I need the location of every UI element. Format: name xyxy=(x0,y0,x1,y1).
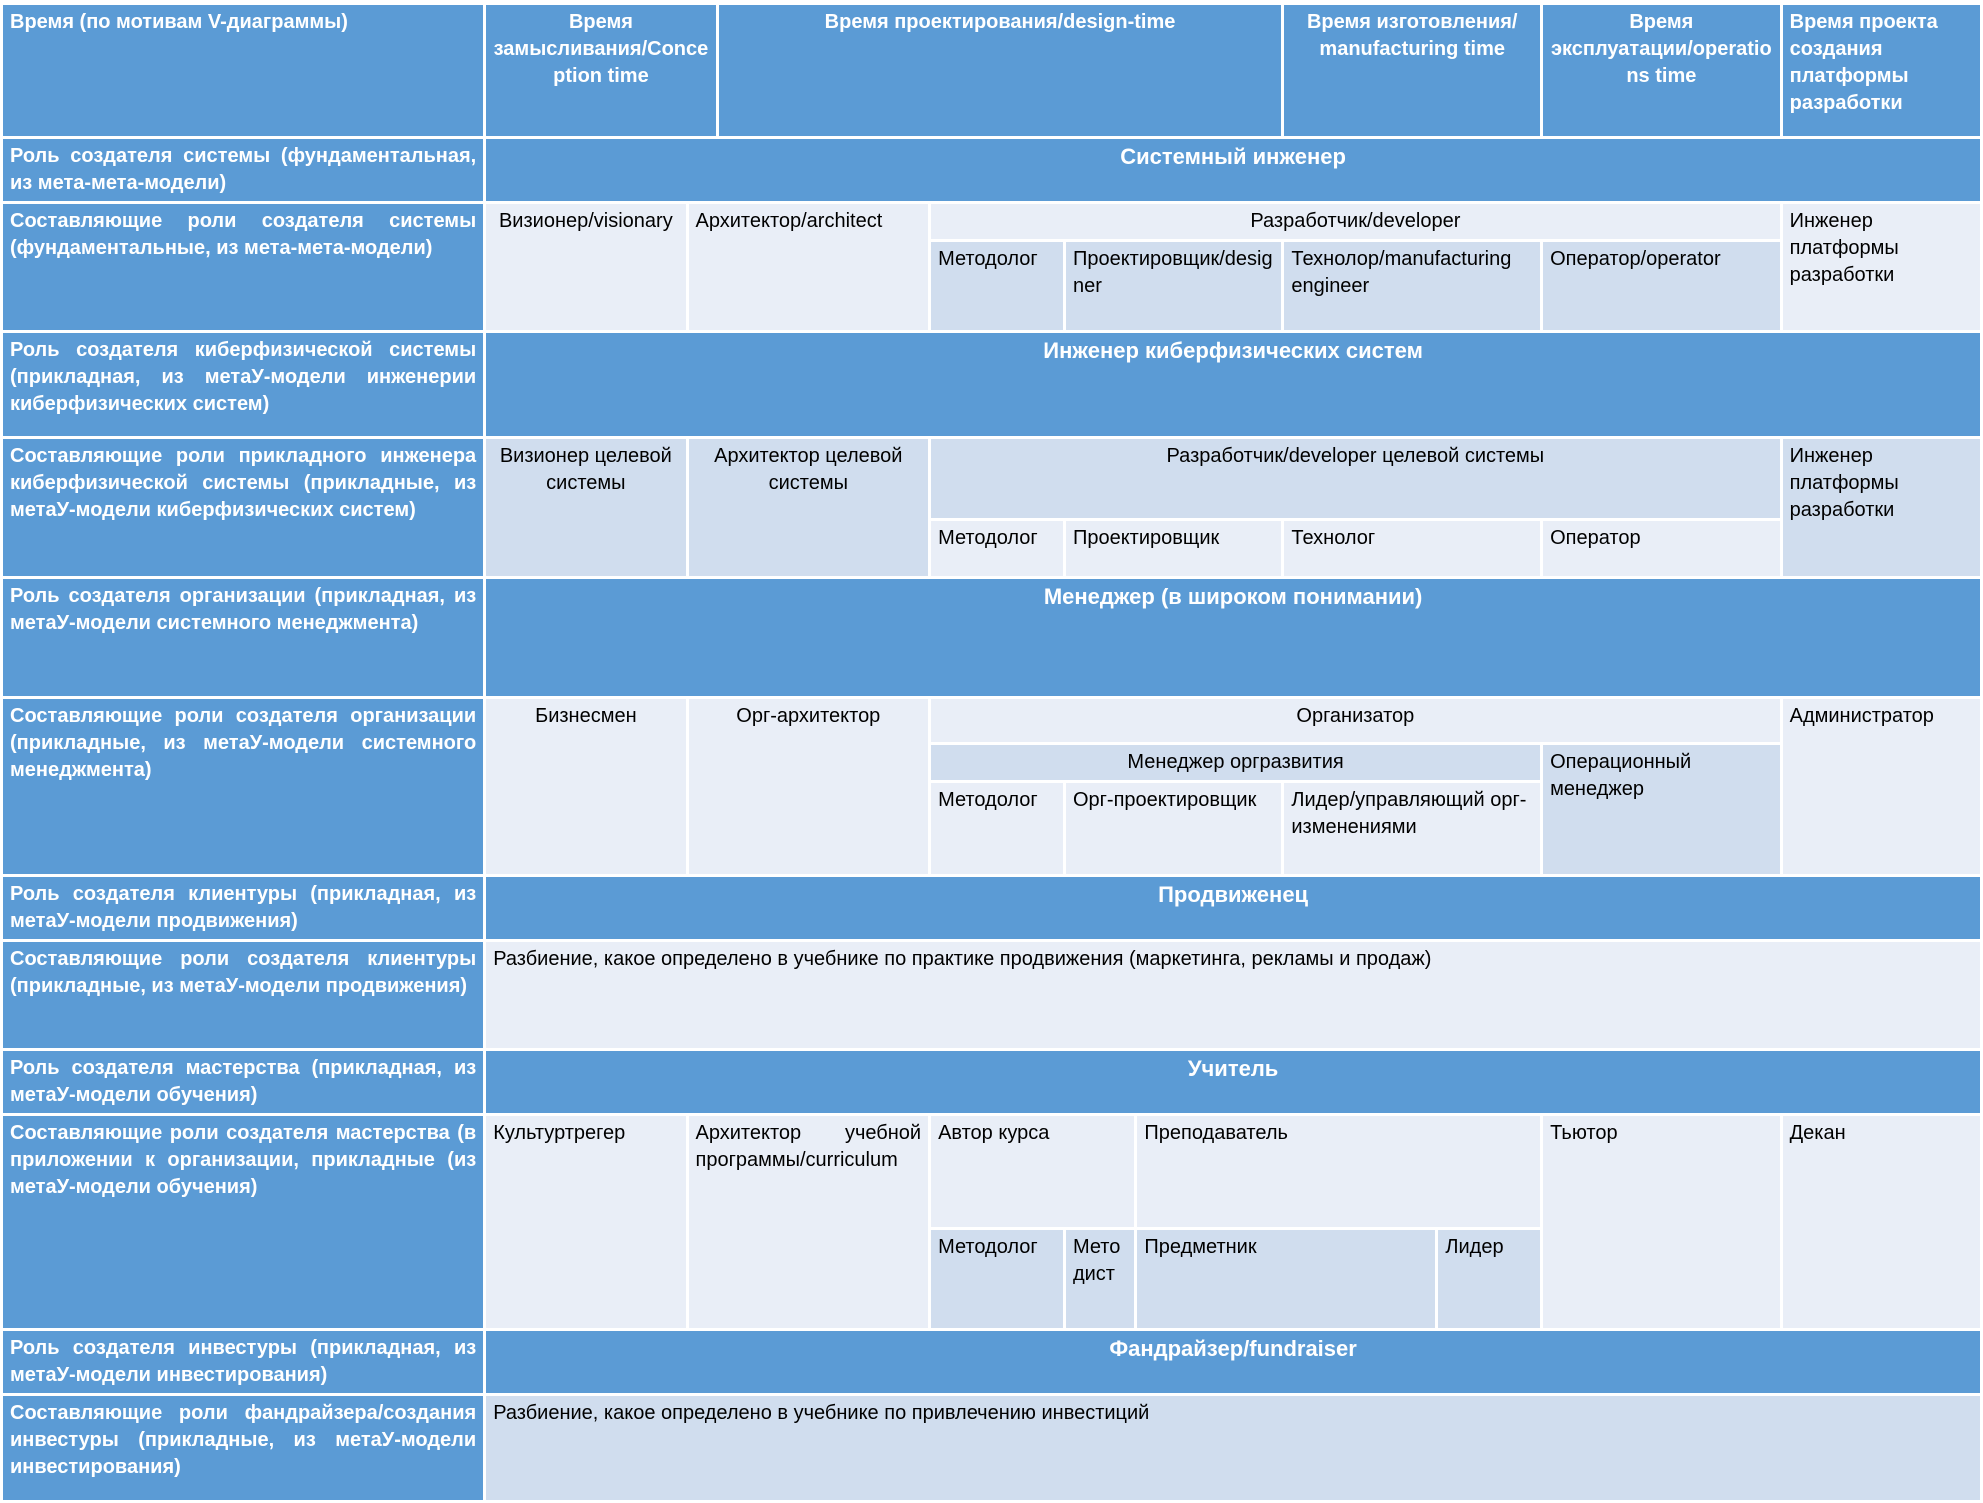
cps-components-row xyxy=(3,439,1980,518)
org-administrator: Администратор xyxy=(1783,699,1980,874)
org-architect: Орг-архитектор xyxy=(689,699,929,874)
header-time-v: Время (по мотивам V-диаграммы) xyxy=(3,5,483,136)
mastery-components-label: Составляющие роли создателя мастерства (в приложении к организации, прикладные (из метаУ-модели обучения) xyxy=(3,1116,483,1328)
org-components-label: Составляющие роли создателя организации (прикладные, из метаУ-модели системного менеджмента) xyxy=(3,699,483,874)
mastery-teacher: Преподаватель xyxy=(1137,1116,1540,1227)
system-role-label: Роль создателя системы (фундаментальная, из мета-мета-модели) xyxy=(3,139,483,201)
org-ops-manager: Операционный менеджер xyxy=(1543,745,1780,874)
mastery-curriculum-architect: Архитектор учебной программы/curriculum xyxy=(689,1116,929,1328)
promo-breakdown: Разбиение, какое определено в учебнике по практике продвижения (маркетинга, рекламы и продаж) xyxy=(486,942,1980,1048)
header-conception-time: Время замысливания/Conception time xyxy=(486,5,716,136)
system-methodologist: Методолог xyxy=(931,242,1063,330)
cps-visionary: Визионер целевой системы xyxy=(486,439,685,576)
mastery-culture: Культуртрегер xyxy=(486,1116,685,1328)
promo-components-row xyxy=(3,942,1980,1048)
org-dev-manager: Менеджер оргразвития xyxy=(931,745,1540,780)
mastery-leader: Лидер xyxy=(1438,1230,1540,1328)
roles-table xyxy=(0,2,1983,1503)
org-role-row xyxy=(3,579,1980,696)
mastery-role-name: Учитель xyxy=(486,1051,1980,1113)
system-role-name: Системный инженер xyxy=(486,139,1980,201)
org-role-label: Роль создателя организации (прикладная, из метаУ-модели системного менеджмента) xyxy=(3,579,483,696)
cps-technologist: Технолог xyxy=(1284,521,1540,576)
promo-role-row xyxy=(3,877,1980,939)
invest-role-label: Роль создателя инвестуры (прикладная, из метаУ-модели инвестирования) xyxy=(3,1331,483,1393)
cps-role-row xyxy=(3,333,1980,436)
header-operations-time: Время эксплуатации/operations time xyxy=(1543,5,1780,136)
cps-methodologist: Методолог xyxy=(931,521,1063,576)
cps-role-label: Роль создателя киберфизической системы (прикладная, из метаУ-модели инженерии киберфизических систем) xyxy=(3,333,483,436)
org-methodologist: Методолог xyxy=(931,783,1063,874)
mastery-methodologist: Методолог xyxy=(931,1230,1063,1328)
mastery-components-row xyxy=(3,1116,1980,1227)
header-design-time: Время проектирования/design-time xyxy=(719,5,1282,136)
mastery-role-label: Роль создателя мастерства (прикладная, из метаУ-модели обучения) xyxy=(3,1051,483,1113)
invest-components-row xyxy=(3,1396,1980,1500)
system-developer: Разработчик/developer xyxy=(931,204,1780,239)
cps-components-label: Составляющие роли прикладного инженера киберфизической системы (прикладные, из метаУ-модели киберфизических систем) xyxy=(3,439,483,576)
system-technologist: Технолор/manufacturing engineer xyxy=(1284,242,1540,330)
system-designer: Проектировщик/designer xyxy=(1066,242,1281,330)
system-operator: Оператор/operator xyxy=(1543,242,1780,330)
mastery-methodist: Методист xyxy=(1066,1230,1134,1328)
invest-breakdown: Разбиение, какое определено в учебнике по привлечению инвестиций xyxy=(486,1396,1980,1500)
org-change-leader: Лидер/управляющий орг-изменениями xyxy=(1284,783,1540,874)
mastery-role-row xyxy=(3,1051,1980,1113)
cps-developer: Разработчик/developer целевой системы xyxy=(931,439,1780,518)
promo-role-label: Роль создателя клиентуры (прикладная, из метаУ-модели продвижения) xyxy=(3,877,483,939)
system-role-row xyxy=(3,139,1980,201)
org-role-name: Менеджер (в широком понимании) xyxy=(486,579,1980,696)
header-platform-time: Время проекта создания платформы разработки xyxy=(1783,5,1980,136)
org-designer: Орг-проектировщик xyxy=(1066,783,1281,874)
system-visionary: Визионер/visionary xyxy=(486,204,685,330)
org-components-row xyxy=(3,699,1980,742)
mastery-course-author: Автор курса xyxy=(931,1116,1134,1227)
system-components-row xyxy=(3,204,1980,239)
mastery-dean: Декан xyxy=(1783,1116,1980,1328)
header-manufacturing-time: Время изготовления/ manufacturing time xyxy=(1284,5,1540,136)
promo-components-label: Составляющие роли создателя клиентуры (прикладные, из метаУ-модели продвижения) xyxy=(3,942,483,1048)
system-components-label: Составляющие роли создателя системы (фундаментальные, из мета-мета-модели) xyxy=(3,204,483,330)
cps-platform-engineer: Инженер платформы разработки xyxy=(1783,439,1980,576)
cps-designer: Проектировщик xyxy=(1066,521,1281,576)
invest-role-row xyxy=(3,1331,1980,1393)
header-row xyxy=(3,5,1980,136)
promo-role-name: Продвиженец xyxy=(486,877,1980,939)
system-platform-engineer: Инженер платформы разработки xyxy=(1783,204,1980,330)
system-architect: Архитектор/architect xyxy=(689,204,929,330)
invest-components-label: Составляющие роли фандрайзера/создания инвестуры (прикладные, из метаУ-модели инвестирования) xyxy=(3,1396,483,1500)
cps-operator: Оператор xyxy=(1543,521,1780,576)
org-businessman: Бизнесмен xyxy=(486,699,685,874)
cps-role-name: Инженер киберфизических систем xyxy=(486,333,1980,436)
mastery-subject-expert: Предметник xyxy=(1137,1230,1435,1328)
invest-role-name: Фандрайзер/fundraiser xyxy=(486,1331,1980,1393)
org-organizer: Организатор xyxy=(931,699,1780,742)
cps-architect: Архитектор целевой системы xyxy=(689,439,929,576)
mastery-tutor: Тьютор xyxy=(1543,1116,1780,1328)
